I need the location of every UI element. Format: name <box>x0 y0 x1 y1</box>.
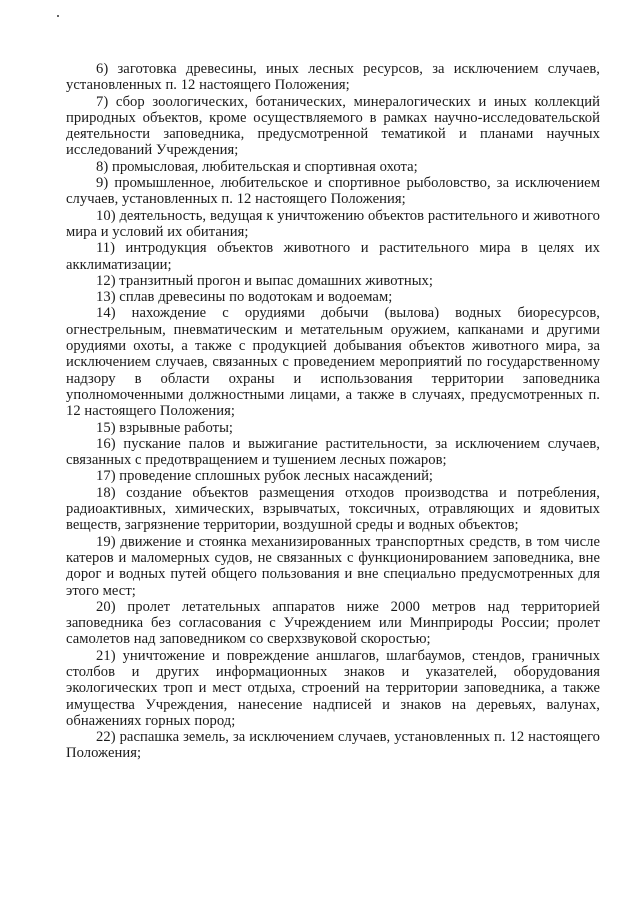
scan-speck <box>57 15 59 17</box>
list-item: 15) взрывные работы; <box>96 419 234 436</box>
list-item: 16) пускание палов и выжигание растительности, за исключением случаев, связанных с предотвращением и тушением лесных пожаров; <box>66 435 600 469</box>
list-item: 17) проведение сплошных рубок лесных насаждений; <box>96 468 434 485</box>
document-body <box>66 61 600 762</box>
list-item: 12) транзитный прогон и выпас домашних животных; <box>96 272 434 289</box>
list-item: 8) промысловая, любительская и спортивная охота; <box>96 158 418 175</box>
list-item: 10) деятельность, ведущая к уничтожению объектов растительного и животного мира и условий их обитания; <box>66 207 600 240</box>
list-item: 18) создание объектов размещения отходов производства и потребления, радиоактивных, химических, взрывчатых, токсичных, отравляющих и ядовитых веществ, загрязнение территории, воздушной среды и водных объектов; <box>66 484 600 534</box>
list-item: 14) нахождение с орудиями добычи (вылова) водных биоресурсов, огнестрельным, пневматическим и метательным оружием, капканами и другими орудиями охоты, а также с продукцией добывания объектов животного мира, за исключением случаев, связанных с проведением мероприятий по государственному надзору в области охраны и использования территории заповедника уполномоченными должностными лицами, а также в случаях, предусмотренных п. 12 настоящего Положения; <box>66 305 600 420</box>
list-item: 9) промышленное, любительское и спортивное рыболовство, за исключением случаев, установленных п. 12 настоящего Положения; <box>66 175 600 208</box>
list-item: 6) заготовка древесины, иных лесных ресурсов, за исключением случаев, установленных п. 12 настоящего Положения; <box>66 61 600 94</box>
list-item: 22) распашка земель, за исключением случаев, установленных п. 12 настоящего Положения; <box>66 729 600 762</box>
list-item: 19) движение и стоянка механизированных транспортных средств, в том числе катеров и маломерных судов, не связанных с функционированием заповедника, вне дорог и водных путей общего пользования и вне специально предусмотренных для этого мест; <box>66 533 600 599</box>
list-item: 20) пролет летательных аппаратов ниже 2000 метров над территорией заповедника без согласования с Учреждением или Минприроды России; пролет самолетов над заповедником со сверхзвуковой скоростью; <box>66 598 600 648</box>
list-item: 7) сбор зоологических, ботанических, минералогических и иных коллекций природных объектов, кроме осуществляемого в рамках научно-исследовательской деятельности заповедника, предусмотренной тематикой и планами научных исследований Учреждения; <box>66 93 600 159</box>
list-item: 21) уничтожение и повреждение аншлагов, шлагбаумов, стендов, граничных столбов и других информационных знаков и указателей, оборудования экологических троп и мест отдыха, строений на территории заповедника, а также имущества Учреждения, нанесение надписей и знаков на деревьях, валунах, обнажениях горных пород; <box>66 647 600 729</box>
list-item: 11) интродукция объектов животного и растительного мира в целях их акклиматизации; <box>66 240 600 273</box>
list-item: 13) сплав древесины по водотокам и водоемам; <box>96 289 393 306</box>
